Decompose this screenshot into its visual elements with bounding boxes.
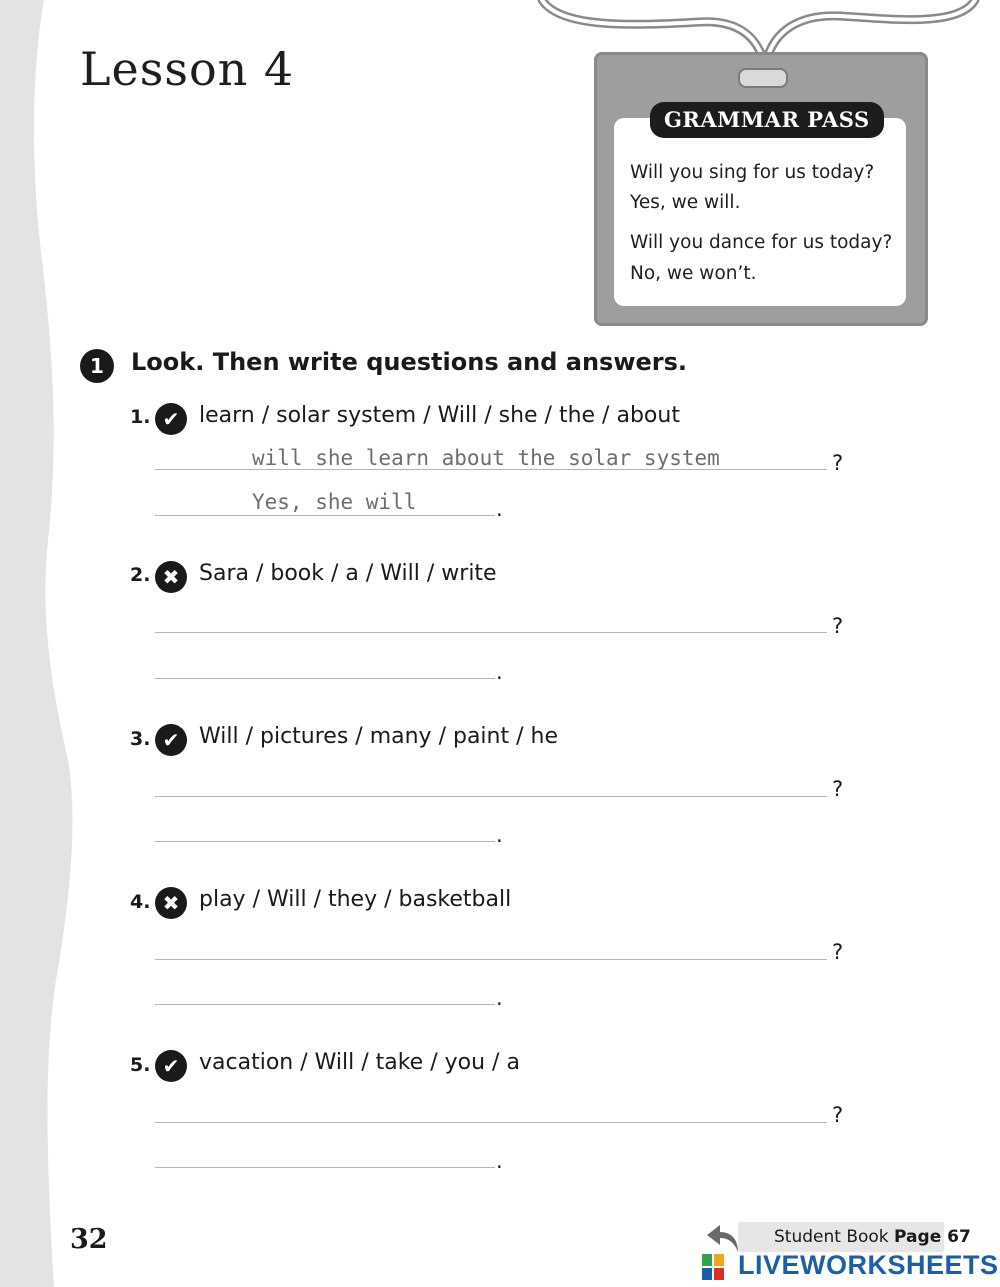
item-number: 2. bbox=[130, 564, 151, 586]
item-number: 4. bbox=[130, 891, 151, 913]
student-book-page: Page 67 bbox=[894, 1227, 971, 1247]
question-answer-text[interactable]: will she learn about the solar system bbox=[252, 446, 720, 470]
student-book-label: Student Book bbox=[774, 1227, 889, 1247]
lesson-title: Lesson 4 bbox=[80, 42, 295, 96]
question-mark: ? bbox=[832, 777, 844, 801]
exercise-instruction: Look. Then write questions and answers. bbox=[131, 348, 688, 376]
grammar-example-answer-2: No, we won’t. bbox=[630, 263, 757, 284]
question-mark: ? bbox=[832, 1103, 844, 1127]
short-answer-line[interactable] bbox=[155, 1004, 495, 1005]
liveworksheets-brand: LIVEWORKSHEETS bbox=[738, 1250, 999, 1280]
short-answer-line[interactable] bbox=[155, 1167, 495, 1168]
question-mark: ? bbox=[832, 614, 844, 638]
period-mark: . bbox=[496, 1149, 503, 1173]
item-word-prompt: learn / solar system / Will / she / the / about bbox=[199, 403, 680, 428]
question-answer-line[interactable] bbox=[155, 959, 827, 960]
short-answer-line[interactable] bbox=[155, 515, 495, 516]
question-mark: ? bbox=[832, 451, 844, 475]
grammar-example-answer-1: Yes, we will. bbox=[630, 192, 741, 213]
item-word-prompt: vacation / Will / take / you / a bbox=[199, 1050, 520, 1075]
liveworksheets-logo-icon bbox=[700, 1252, 736, 1282]
question-mark: ? bbox=[832, 940, 844, 964]
question-answer-line[interactable] bbox=[155, 632, 827, 633]
question-answer-line[interactable] bbox=[155, 469, 827, 470]
short-answer-text[interactable]: Yes, she will bbox=[252, 490, 417, 514]
short-answer-line[interactable] bbox=[155, 841, 495, 842]
question-answer-line[interactable] bbox=[155, 796, 827, 797]
item-word-prompt: Sara / book / a / Will / write bbox=[199, 561, 497, 586]
badge-slot bbox=[738, 68, 788, 88]
item-word-prompt: Will / pictures / many / paint / he bbox=[199, 724, 558, 749]
page-edge-wave bbox=[0, 0, 90, 1287]
student-book-reference bbox=[738, 1222, 971, 1252]
period-mark: . bbox=[496, 823, 503, 847]
grammar-pass-badge bbox=[594, 52, 928, 326]
period-mark: . bbox=[496, 660, 503, 684]
grammar-example-question-2: Will you dance for us today? bbox=[630, 232, 893, 253]
period-mark: . bbox=[496, 497, 503, 521]
item-number: 3. bbox=[130, 728, 151, 750]
check-icon: ✔ bbox=[155, 724, 187, 756]
question-answer-line[interactable] bbox=[155, 1122, 827, 1123]
check-icon: ✔ bbox=[155, 1050, 187, 1082]
period-mark: . bbox=[496, 986, 503, 1010]
short-answer-line[interactable] bbox=[155, 678, 495, 679]
item-word-prompt: play / Will / they / basketball bbox=[199, 887, 512, 912]
check-icon: ✔ bbox=[155, 403, 187, 435]
page-number: 32 bbox=[70, 1224, 108, 1255]
cross-icon: ✖ bbox=[155, 887, 187, 919]
grammar-example-question-1: Will you sing for us today? bbox=[630, 162, 875, 183]
grammar-pass-heading: GRAMMAR PASS bbox=[650, 102, 884, 138]
cross-icon: ✖ bbox=[155, 561, 187, 593]
exercise-number-badge: 1 bbox=[80, 349, 114, 383]
item-number: 5. bbox=[130, 1054, 151, 1076]
item-number: 1. bbox=[130, 406, 151, 428]
